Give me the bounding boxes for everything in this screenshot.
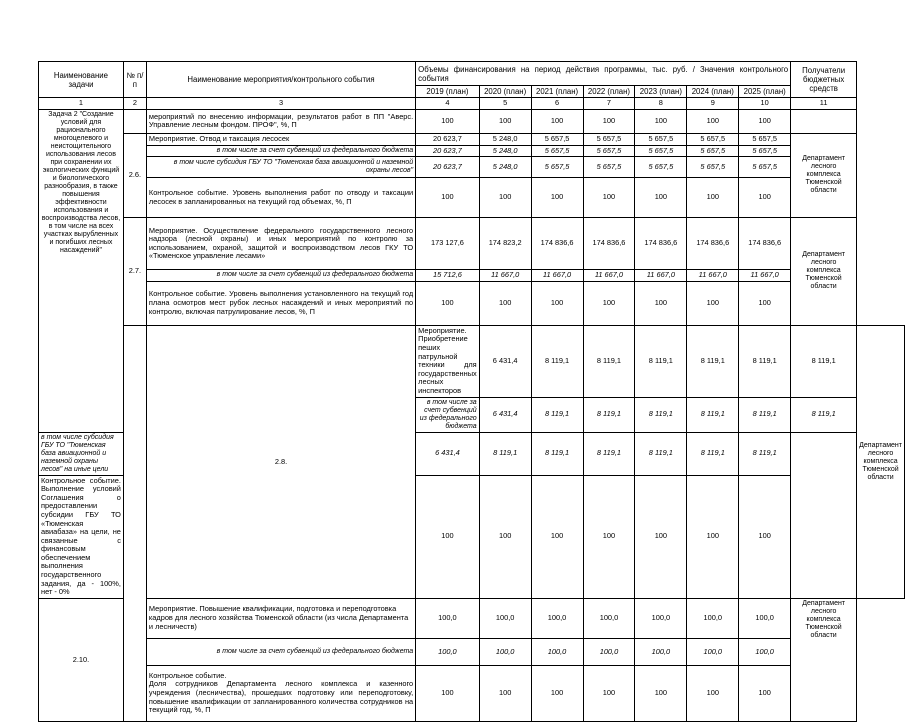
value-cell: 100	[479, 281, 531, 325]
year-2022: 2022 (план)	[583, 86, 635, 98]
row-number: 2.10.	[39, 598, 124, 721]
value-cell: 5 657,5	[687, 145, 739, 157]
value-cell: 8 119,1	[635, 432, 687, 475]
value-cell: 100	[739, 665, 791, 721]
value-cell: 100	[479, 475, 531, 598]
value-cell: 100	[739, 475, 791, 598]
control-event-name: Доля сотрудников Департамента лесного комплекса и казенного учреждения (лесничества), прошедших подготовку или переподготовку, повышение квалификации от запланированного количества сотрудников на текущий год, %, П	[148, 679, 414, 715]
value-cell: 100	[687, 178, 739, 218]
year-2024: 2024 (план)	[687, 86, 739, 98]
value-cell: 100	[583, 665, 635, 721]
subsidy-label: в том числе субсидия ГБУ ТО "Тюменская база авиационной и наземной охраны лесов"	[146, 157, 415, 178]
value-cell: 100,0	[583, 638, 635, 665]
value-cell: 100	[583, 178, 635, 218]
header-task: Наименование задачи	[39, 62, 124, 98]
value-cell: 100,0	[416, 598, 480, 638]
value-cell: 5 657,5	[635, 133, 687, 145]
value-cell: 5 248,0	[479, 157, 531, 178]
value-cell: 5 657,5	[739, 157, 791, 178]
event-name: Мероприятие. Приобретение пеших патрульной техники для государственных лесных инспекторов	[416, 325, 480, 397]
value-cell: 100	[583, 109, 635, 133]
value-cell: 100	[583, 475, 635, 598]
value-cell: 11 667,0	[479, 270, 531, 282]
federal-share-label: в том числе за счет субвенций из федерального бюджета	[146, 638, 415, 665]
event-name: Мероприятие. Отвод и таксация лесосек	[146, 133, 415, 145]
value-cell: 11 667,0	[687, 270, 739, 282]
value-cell: 8 119,1	[687, 432, 739, 475]
column-number: 7	[583, 98, 635, 110]
value-cell: 100	[739, 109, 791, 133]
value-cell: 100	[416, 665, 480, 721]
value-cell: 5 657,5	[687, 157, 739, 178]
year-2019: 2019 (план)	[416, 86, 480, 98]
task-column-filler	[123, 325, 146, 721]
row-number: 2.7.	[123, 218, 146, 326]
value-cell: 174 836,6	[687, 218, 739, 270]
value-cell: 11 667,0	[531, 270, 583, 282]
value-cell: 174 823,2	[479, 218, 531, 270]
column-number: 4	[416, 98, 480, 110]
value-cell: 5 657,5	[531, 133, 583, 145]
value-cell: 6 431,4	[416, 432, 480, 475]
value-cell: 8 119,1	[739, 325, 791, 397]
value-cell: 8 119,1	[583, 325, 635, 397]
value-cell: 8 119,1	[791, 397, 857, 432]
year-2025: 2025 (план)	[739, 86, 791, 98]
value-cell: 20 623,7	[416, 157, 480, 178]
value-cell: 5 657,5	[583, 145, 635, 157]
value-cell: 100	[687, 665, 739, 721]
task-description: Задача 2 "Создание условий для рационального многоцелевого и неистощительного использования лесов при сохранении их экологических функций и биологического разнообразия, в также повышения эффективности использования и воспроизводства лесов, в том числе на всех участках вырубленных и погибших лесных насаждений"	[39, 109, 124, 432]
value-cell: 100	[687, 281, 739, 325]
column-number: 1	[39, 98, 124, 110]
value-cell: 11 667,0	[739, 270, 791, 282]
value-cell: 100,0	[416, 638, 480, 665]
value-cell: 5 657,5	[635, 157, 687, 178]
recipient-department: Департамент лесного комплекса Тюменской области	[791, 218, 857, 326]
value-cell: 5 657,5	[583, 157, 635, 178]
row-number: 2.8.	[146, 325, 415, 598]
column-number: 2	[123, 98, 146, 110]
value-cell: 100,0	[739, 598, 791, 638]
value-cell: 100	[739, 281, 791, 325]
value-cell: 174 836,6	[739, 218, 791, 270]
value-cell: 100,0	[739, 638, 791, 665]
event-name: Мероприятие. Осуществление федерального государственного лесного надзора (лесной охраны) и иных мероприятий по контролю за использованием, охраной, защитой и воспроизводством лесов ГКУ ТО «Тюменское управление лесами»	[146, 218, 415, 270]
value-cell: 100,0	[687, 638, 739, 665]
value-cell: 8 119,1	[791, 325, 857, 397]
value-cell: 174 836,6	[635, 218, 687, 270]
value-cell: 5 248,0	[479, 145, 531, 157]
value-cell: 5 657,5	[739, 133, 791, 145]
value-cell: 100,0	[531, 598, 583, 638]
value-cell: 100	[416, 281, 480, 325]
value-cell: 100	[635, 109, 687, 133]
value-cell: 6 431,4	[479, 325, 531, 397]
event-name: Мероприятие. Повышение квалификации, подготовка и переподготовка кадров для лесного хозяйства Тюменской области (из числа Департамента и лесничеств)	[146, 598, 415, 638]
value-cell: 174 836,6	[583, 218, 635, 270]
value-cell: 5 657,5	[687, 133, 739, 145]
value-cell: 100	[687, 109, 739, 133]
value-cell: 100,0	[531, 638, 583, 665]
document-page	[38, 61, 905, 722]
program-table	[38, 61, 905, 722]
value-cell: 100,0	[583, 598, 635, 638]
year-2021: 2021 (план)	[531, 86, 583, 98]
recipient-department: Департамент лесного комплекса Тюменской области	[791, 133, 857, 218]
value-cell: 15 712,6	[416, 270, 480, 282]
value-cell: 8 119,1	[687, 397, 739, 432]
column-number: 10	[739, 98, 791, 110]
value-cell: 100	[531, 178, 583, 218]
year-2020: 2020 (план)	[479, 86, 531, 98]
value-cell: 100	[416, 109, 480, 133]
value-cell: 100	[416, 475, 480, 598]
federal-share-label: в том числе за счет субвенций из федерального бюджета	[146, 270, 415, 282]
recipient-department: Департамент лесного комплекса Тюменской области	[791, 598, 857, 721]
value-cell: 100	[479, 178, 531, 218]
value-cell: 100	[687, 475, 739, 598]
row-number: 2.6.	[123, 133, 146, 218]
value-cell: 8 119,1	[479, 432, 531, 475]
header-num: № п/п	[123, 62, 146, 98]
column-number: 6	[531, 98, 583, 110]
value-cell: 100,0	[479, 598, 531, 638]
value-cell: 173 127,6	[416, 218, 480, 270]
value-cell: 100,0	[635, 638, 687, 665]
value-cell: 8 119,1	[739, 432, 791, 475]
recipient-department: Департамент лесного комплекса Тюменской области	[857, 325, 905, 598]
value-cell: 100	[635, 281, 687, 325]
recipient-cell	[791, 109, 857, 133]
value-cell: 8 119,1	[531, 325, 583, 397]
value-cell: 100	[635, 665, 687, 721]
value-cell: 8 119,1	[531, 397, 583, 432]
value-cell: 11 667,0	[583, 270, 635, 282]
value-cell: 8 119,1	[687, 325, 739, 397]
value-cell: 100	[531, 281, 583, 325]
value-cell: 100	[416, 178, 480, 218]
control-event-name: Контрольное событие. Уровень выполнения установленного на текущий год плана осмотров мест рубок лесных насаждений и иных мероприятий по контролю, включая патрулирование лесов, %, П	[146, 281, 415, 325]
value-cell: 100	[531, 109, 583, 133]
subsidy-label: в том числе субсидия ГБУ ТО "Тюменская база авиационной и наземной охраны лесов" на иные цели	[39, 432, 124, 475]
value-cell: 100	[531, 665, 583, 721]
value-cell: 5 657,5	[531, 145, 583, 157]
value-cell: 8 119,1	[635, 325, 687, 397]
row-number	[123, 109, 146, 133]
value-cell: 8 119,1	[739, 397, 791, 432]
value-cell: 174 836,6	[531, 218, 583, 270]
column-number: 3	[146, 98, 415, 110]
control-event-cell	[146, 665, 415, 721]
value-cell: 5 657,5	[739, 145, 791, 157]
value-cell: 100	[739, 178, 791, 218]
column-number: 8	[635, 98, 687, 110]
year-2023: 2023 (план)	[635, 86, 687, 98]
header-recipients: Получатели бюджетных средств	[791, 62, 857, 98]
control-event-name: Контрольное событие. Выполнение условий Соглашения о предоставлении субсидии ГБУ ТО «Тюменская авиабаза» на цели, не связанные с финансовым обеспечением выполнения государственного задания, да - 100%, нет - 0%	[39, 475, 124, 598]
federal-share-label: в том числе за счет субвенций из федерального бюджета	[146, 145, 415, 157]
value-cell: 20 623,7	[416, 133, 480, 145]
value-cell: 8 119,1	[531, 432, 583, 475]
value-cell: 5 248,0	[479, 133, 531, 145]
value-cell: 100,0	[635, 598, 687, 638]
value-cell: 20 623,7	[416, 145, 480, 157]
control-event-title: Контрольное событие.	[148, 670, 227, 680]
column-number: 11	[791, 98, 857, 110]
event-name: мероприятий по внесению информации, результатов работ в ПП "Аверс. Управление лесным фондом. ПРОФ", %, П	[146, 109, 415, 133]
value-cell: 100	[479, 665, 531, 721]
value-cell: 6 431,4	[479, 397, 531, 432]
federal-share-label: в том числе за счет субвенций из федерального бюджета	[416, 397, 480, 432]
value-cell: 100	[635, 475, 687, 598]
column-number: 9	[687, 98, 739, 110]
value-cell: 5 657,5	[583, 133, 635, 145]
control-event-name: Контрольное событие. Уровень выполнения работ по отводу и таксации лесосек в запланированных на текущий год объемах, %, П	[146, 178, 415, 218]
value-cell: 100,0	[479, 638, 531, 665]
header-finance: Объемы финансирования на период действия программы, тыс. руб. / Значения контрольного события	[416, 62, 791, 86]
value-cell: 100	[479, 109, 531, 133]
value-cell: 5 657,5	[531, 157, 583, 178]
value-cell: 11 667,0	[635, 270, 687, 282]
value-cell: 100,0	[687, 598, 739, 638]
header-event: Наименование мероприятия/контрольного события	[146, 62, 415, 98]
value-cell: 8 119,1	[583, 432, 635, 475]
value-cell: 8 119,1	[635, 397, 687, 432]
value-cell: 5 657,5	[635, 145, 687, 157]
value-cell: 100	[583, 281, 635, 325]
column-number: 5	[479, 98, 531, 110]
value-cell: 100	[635, 178, 687, 218]
value-cell: 8 119,1	[583, 397, 635, 432]
value-cell: 100	[531, 475, 583, 598]
